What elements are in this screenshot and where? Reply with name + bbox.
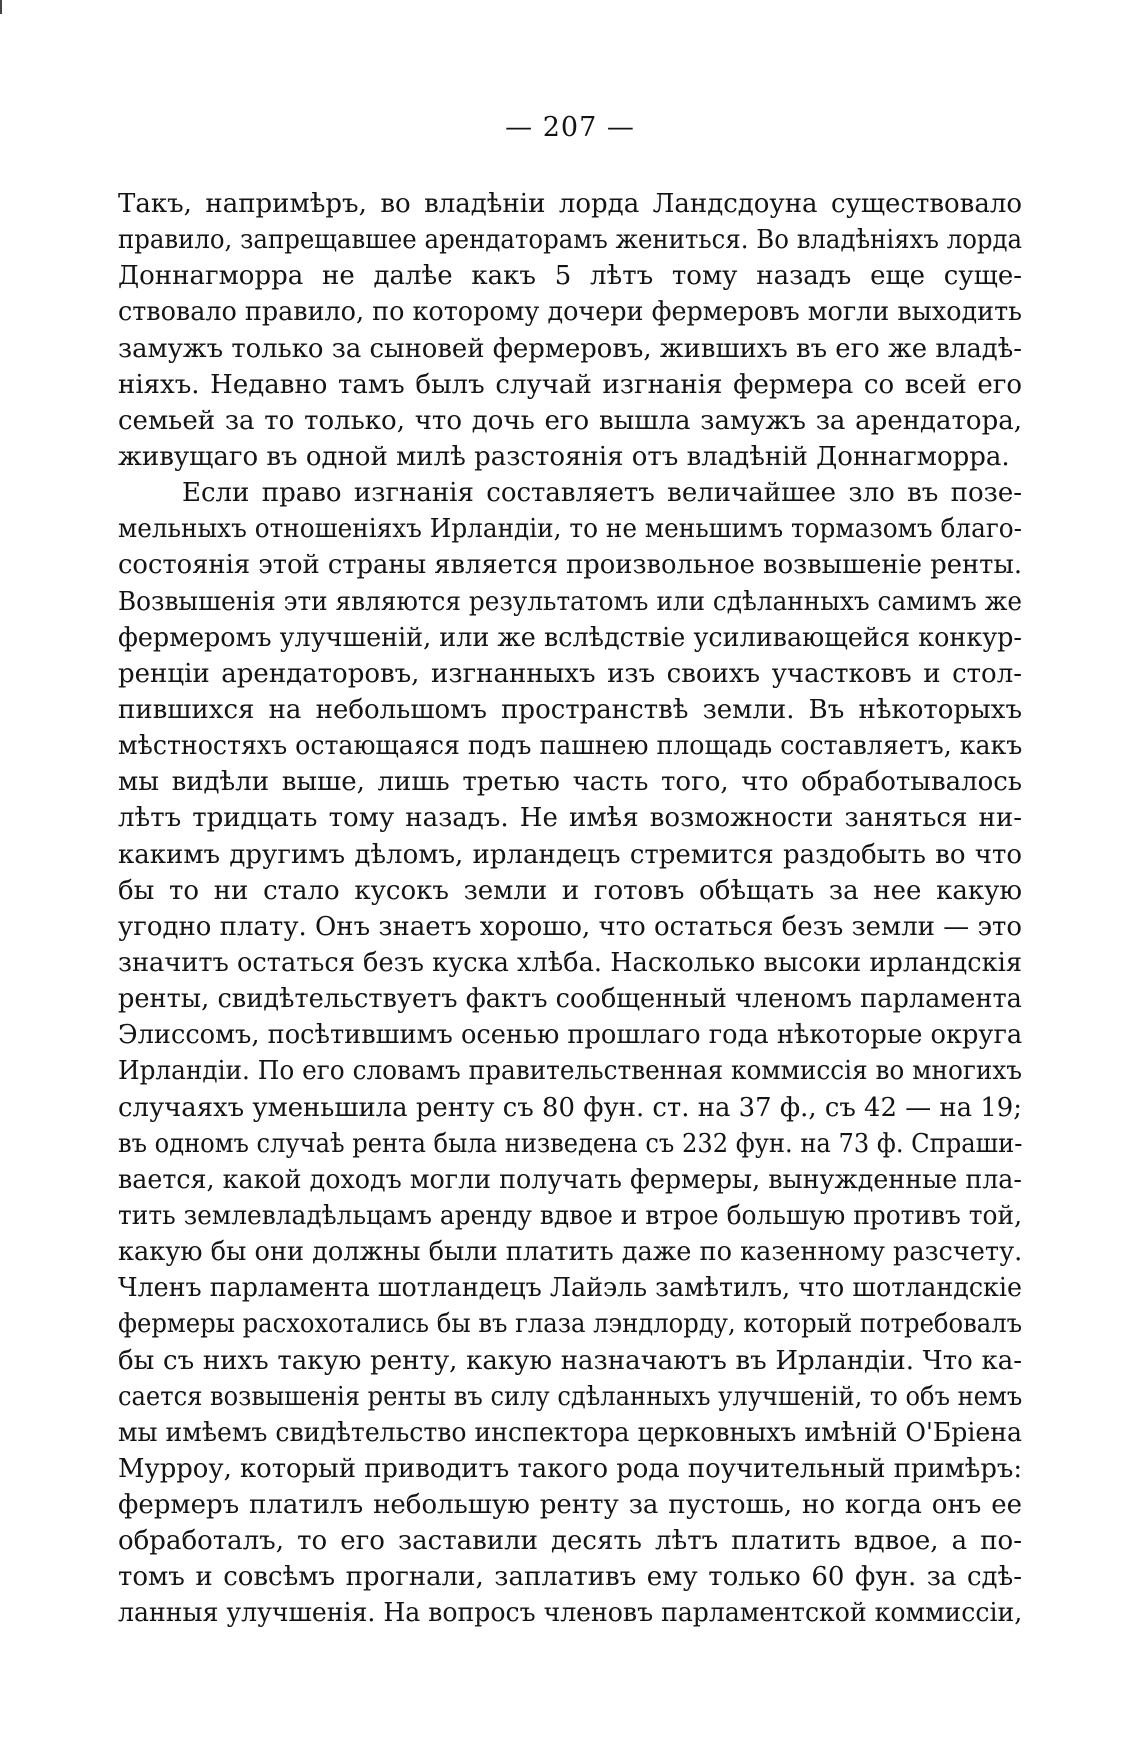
text-line: случаяхъ уменьшила ренту съ 80 фун. ст. на 37 ф., съ 42 — на 19; <box>118 1092 1023 1123</box>
text-line: ренты, свидѣтельствуетъ фактъ сообщенный членомъ парламента <box>118 984 1022 1015</box>
text-line: какимъ другимъ дѣломъ, ирландецъ стремится раздобыть во что <box>118 839 1022 870</box>
page-number: — 207 — <box>505 112 635 143</box>
text-line: Элиссомъ, посѣтившимъ осенью прошлаго года нѣкоторые округа <box>118 1020 1023 1051</box>
text-line: какую бы они должны были платить даже по казенному разсчету. <box>118 1237 1023 1268</box>
text-line: фермеромъ улучшеній, или же вслѣдствіе усиливающейся конкур- <box>118 622 1023 653</box>
paragraph-start-line: Если право изгнанія составляетъ величайшее зло въ позе- <box>182 478 1022 509</box>
text-line: пившихся на небольшомъ пространствѣ земли. Въ нѣкоторыхъ <box>118 694 1022 725</box>
text-line: томъ и совсѣмъ прогнали, заплативъ ему только 60 фун. за сдѣ- <box>118 1562 1022 1593</box>
text-line: обработалъ, то его заставили десять лѣтъ платить вдвое, а по- <box>118 1526 1022 1557</box>
text-line: Такъ, напримѣръ, во владѣніи лорда Ландсдоуна существовало <box>118 189 1022 219</box>
scan-edge-mark <box>0 0 2 14</box>
body-text <box>118 186 1022 1632</box>
text-line: Возвышенія эти являются результатомъ или сдѣланныхъ самимъ же <box>118 586 1023 617</box>
text-line: фермеръ платилъ небольшую ренту за пустошь, но когда онъ ее <box>118 1490 1022 1521</box>
text-line: Мурроу, который приводитъ такого рода поучительный примѣръ: <box>118 1453 1023 1484</box>
text-line: мѣстностяхъ остающаяся подъ пашнею площадь составляетъ, какъ <box>118 731 1023 762</box>
text-line: тить землевладѣльцамъ аренду вдвое и втрое большую противъ той, <box>118 1200 1022 1231</box>
text-line: правило, запрещавшее арендаторамъ жениться. Во владѣніяхъ лорда <box>118 225 1023 256</box>
text-line: Доннагморра не далѣе какъ 5 лѣтъ тому назадъ еще суще- <box>118 261 1022 292</box>
text-line: замужъ только за сыновей фермеровъ, жившихъ въ его же владѣ- <box>118 333 1023 364</box>
text-line: мельныхъ отношеніяхъ Ирландіи, то не меньшимъ тормазомъ благо- <box>118 514 1023 545</box>
text-line: бы то ни стало кусокъ земли и готовъ обѣщать за нее какую <box>118 875 1022 906</box>
text-line: ствовало правило, по которому дочери фермеровъ могли выходить <box>118 297 1023 328</box>
text-line: значитъ остаться безъ куска хлѣба. Насколько высоки ирландскія <box>118 947 1022 978</box>
text-line: ренціи арендаторовъ, изгнанныхъ изъ своихъ участковъ и стол- <box>118 658 1022 689</box>
text-line: фермеры расхохотались бы въ глаза лэндлорду, который потребовалъ <box>118 1309 1023 1340</box>
text-line: лѣтъ тридцать тому назадъ. Не имѣя возможности заняться ни- <box>118 803 1022 834</box>
text-line: мы видѣли выше, лишь третью часть того, что обработывалось <box>118 767 1022 798</box>
text-line: Ирландіи. По его словамъ правительственная коммиссія во многихъ <box>118 1056 1023 1087</box>
text-line: ланныя улучшенія. На вопросъ членовъ парламентской коммиссіи, <box>118 1598 1023 1629</box>
text-line: мы имѣемъ свидѣтельство инспектора церковныхъ имѣній О'Бріена <box>118 1417 1022 1448</box>
text-line: бы съ нихъ такую ренту, какую назначаютъ въ Ирландіи. Что ка- <box>118 1345 1022 1376</box>
text-line: ніяхъ. Недавно тамъ былъ случай изгнанія фермера со всей его <box>118 369 1022 400</box>
text-line: Членъ парламента шотландецъ Лайэль замѣтилъ, что шотландскіе <box>118 1273 1022 1304</box>
text-line: живущаго въ одной милѣ разстоянія отъ владѣній Доннагморра. <box>118 441 1010 472</box>
text-line: состоянія этой страны является произвольное возвышеніе ренты. <box>118 550 1023 581</box>
text-line: вается, какой доходъ могли получать фермеры, вынужденные пла- <box>118 1164 1022 1195</box>
text-line: семьей за то только, что дочь его вышла замужъ за арендатора, <box>118 405 1022 436</box>
text-line: въ одномъ случаѣ рента была низведена съ 232 фун. на 73 ф. Спраши- <box>118 1128 1023 1159</box>
text-line: сается возвышенія ренты въ силу сдѣланныхъ улучшеній, то объ немъ <box>118 1381 1023 1412</box>
text-line: угодно плату. Онъ знаетъ хорошо, что остаться безъ земли — это <box>118 911 1023 942</box>
